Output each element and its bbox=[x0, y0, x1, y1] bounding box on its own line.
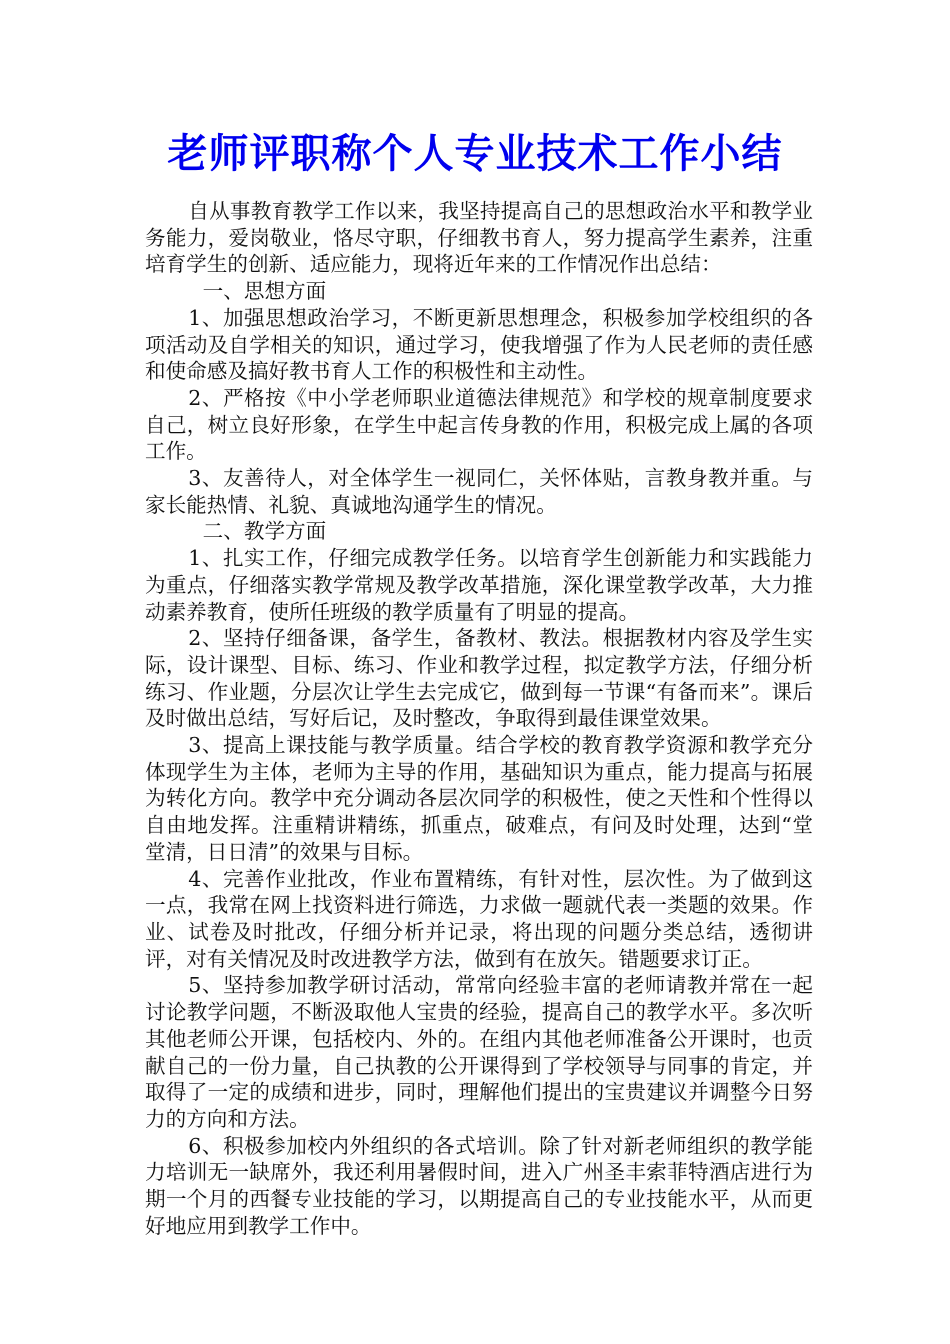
section2-item-3: 3、提高上课技能与教学质量。结合学校的教育教学资源和教学充分体现学生为主体，老师为主导的作用，基础知识为重点，能力提高与拓展为转化方向。教学中充分调动各层次同学的积极性，使之天性和个性得以自由地发挥。注重精讲精练，抓重点，破难点，有问及时处理，达到“堂堂清，日日清”的效果与目标。 bbox=[145, 733, 813, 864]
section2-item-1: 1、扎实工作，仔细完成教学任务。以培育学生创新能力和实践能力为重点，仔细落实教学常规及教学改革措施，深化课堂教学改革，大力推动素养教育，使所任班级的教学质量有了明显的提高。 bbox=[145, 546, 813, 624]
section-heading-teaching: 二、教学方面 bbox=[202, 519, 327, 544]
section2-item-4: 4、完善作业批改，作业布置精练，有针对性，层次性。为了做到这一点，我常在网上找资料进行筛选，力求做一题就代表一类题的效果。作业、试卷及时批改，仔细分析并记录，将出现的问题分类总结，透彻讲评，对有关情况及时改进教学方法，做到有在放矢。错题要求订正。 bbox=[145, 866, 813, 971]
document-body bbox=[145, 198, 813, 1239]
section2-item-6: 6、积极参加校内外组织的各式培训。除了针对新老师组织的教学能力培训无一缺席外，我还利用暑假时间，进入广州圣丰索菲特酒店进行为期一个月的西餐专业技能的学习，以期提高自己的专业技能水平，从而更好地应用到教学工作中。 bbox=[145, 1133, 813, 1238]
document-title: 老师评职称个人专业技术工作小结 bbox=[167, 131, 783, 177]
section1-item-2: 2、严格按《中小学老师职业道德法律规范》和学校的规章制度要求自己，树立良好形象，在学生中起言传身教的作用，积极完成上属的各项工作。 bbox=[145, 385, 813, 464]
section2-item-2: 2、坚持仔细备课，备学生，备教材、教法。根据教材内容及学生实际，设计课型、目标、练习、作业和教学过程，拟定教学方法，仔细分析练习、作业题，分层次让学生去完成它，做到每一节课“有备而来”。课后及时做出总结，写好后记，及时整改，争取得到最佳课堂效果。 bbox=[145, 626, 813, 731]
section1-item-3: 3、友善待人，对全体学生一视同仁，关怀体贴，言教身教并重。与家长能热情、礼貌、真诚地沟通学生的情况。 bbox=[145, 466, 813, 517]
intro-paragraph: 自从事教育教学工作以来，我坚持提高自己的思想政治水平和教学业务能力，爱岗敬业，恪尽守职，仔细教书育人，努力提高学生素养，注重培育学生的创新、适应能力，现将近年来的工作情况作出总结： bbox=[145, 199, 813, 277]
section1-item-1: 1、加强思想政治学习，不断更新思想理念，积极参加学校组织的各项活动及自学相关的知识，通过学习，使我增强了作为人民老师的责任感和使命感及搞好教书育人工作的积极性和主动性。 bbox=[145, 305, 813, 384]
section2-item-5: 5、坚持参加教学研讨活动，常常向经验丰富的老师请教并常在一起讨论教学问题，不断汲取他人宝贵的经验，提高自己的教学水平。多次听其他老师公开课，包括校内、外的。在组内其他老师准备公开课时，也贡献自己的一份力量，自己执教的公开课得到了学校领导与同事的肯定，并取得了一定的成绩和进步，同时，理解他们提出的宝贵建议并调整今日努力的方向和方法。 bbox=[145, 973, 813, 1131]
section-heading-thought: 一、思想方面 bbox=[202, 279, 327, 304]
